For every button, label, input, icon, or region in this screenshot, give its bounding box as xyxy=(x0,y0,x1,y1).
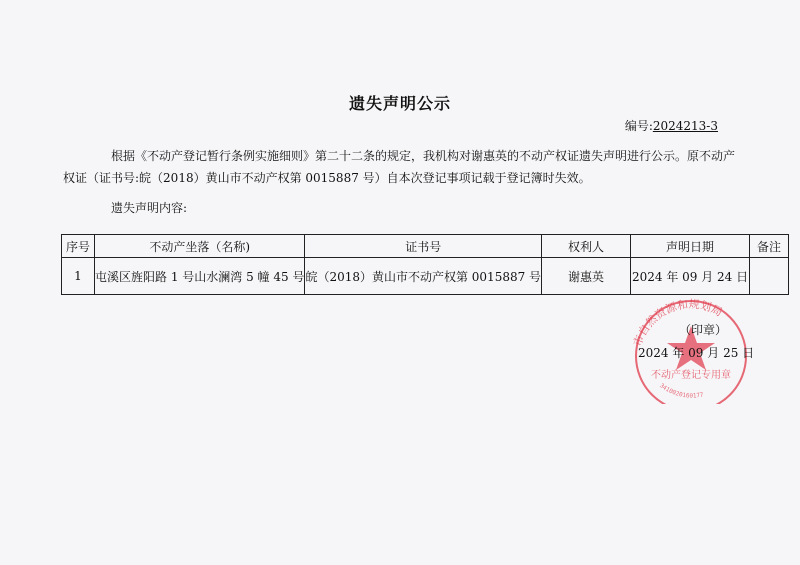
cell-location: 屯溪区旌阳路 1 号山水澜湾 5 幢 45 号 xyxy=(95,258,305,295)
cell-owner: 谢惠英 xyxy=(542,258,631,295)
document-number-label: 编号: xyxy=(624,119,653,133)
cell-index: 1 xyxy=(62,258,95,295)
header-owner: 权利人 xyxy=(542,235,631,258)
notice-paragraph: 根据《不动产登记暂行条例实施细则》第二十二条的规定，我机构对谢惠英的不动产权证遗失声明进行公示。原不动产权证（证书号:皖（2018）黄山市不动产权第 0015887 号）自本次登记事项记载于登记簿时失效。 xyxy=(63,149,736,185)
seal-print-label: （印章） xyxy=(679,323,728,337)
cell-certificate: 皖（2018）黄山市不动产权第 0015887 号 xyxy=(305,258,542,295)
table-row xyxy=(62,258,789,295)
header-location: 不动产坐落（名称) xyxy=(95,235,305,258)
page-title: 遗失声明公示 xyxy=(348,94,451,113)
header-date: 声明日期 xyxy=(631,235,750,258)
cell-date: 2024 年 09 月 24 日 xyxy=(631,258,750,295)
document-number-value: 2024213-3 xyxy=(652,119,718,133)
seal-use-text: 不动产登记专用章 xyxy=(651,370,731,381)
cell-remark xyxy=(750,258,789,295)
header-index: 序号 xyxy=(62,235,95,258)
seal-date: 2024 年 09 月 25 日 xyxy=(638,346,755,360)
document-number xyxy=(625,117,718,134)
table-header-row xyxy=(62,235,789,258)
seal-code: 3410020160177 xyxy=(658,382,705,400)
seal-org-text: 市自然资源和规划局 xyxy=(630,298,725,349)
header-certificate: 证书号 xyxy=(305,235,542,258)
header-remark: 备注 xyxy=(750,235,789,258)
notice-table xyxy=(61,234,789,295)
content-label: 遗失声明内容: xyxy=(111,201,188,215)
